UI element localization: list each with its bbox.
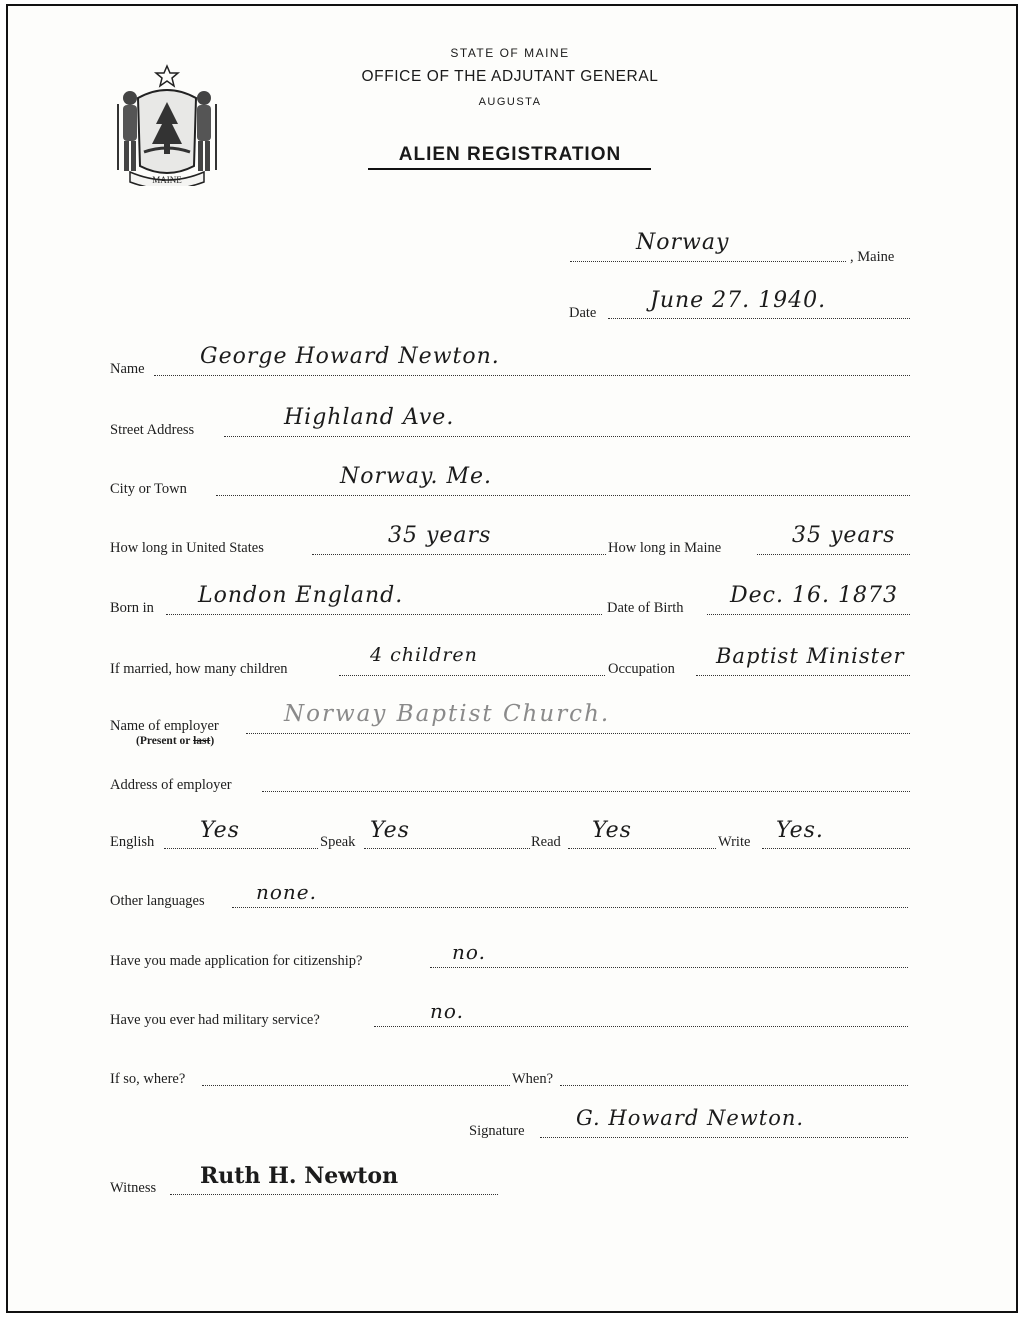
english-label: English [110, 834, 155, 850]
header-city: AUGUSTA [478, 96, 542, 108]
street-value: Highland Ave. [284, 405, 455, 430]
employer-sub-suffix: ) [210, 735, 215, 747]
employer-line [246, 733, 910, 734]
children-line [339, 675, 605, 676]
dob-line [707, 614, 910, 615]
military-label: Have you ever had military service? [110, 1012, 320, 1028]
employer-address-line [262, 791, 910, 792]
write-line [762, 848, 910, 849]
when-label: When? [512, 1071, 554, 1087]
where-label: If so, where? [110, 1071, 186, 1087]
header-office: OFFICE OF THE ADJUTANT GENERAL [361, 68, 659, 85]
maine-time-line [757, 554, 910, 555]
witness-label: Witness [110, 1180, 157, 1196]
where-line [202, 1085, 510, 1086]
signature-label: Signature [469, 1123, 525, 1139]
children-label: If married, how many children [110, 661, 288, 677]
employer-sublabel [136, 735, 214, 747]
place-value: Norway [636, 230, 730, 255]
form-title: ALIEN REGISTRATION [398, 144, 622, 165]
english-value: Yes [200, 818, 240, 843]
us-time-line [312, 554, 606, 555]
read-line [568, 848, 716, 849]
occupation-value: Baptist Minister [716, 644, 905, 668]
born-label: Born in [110, 600, 154, 616]
dob-value: Dec. 16. 1873 [730, 583, 898, 608]
us-time-value: 35 years [388, 523, 492, 548]
name-label: Name [110, 361, 145, 377]
children-value: 4 children [370, 644, 478, 666]
maine-state-seal-icon [108, 58, 226, 186]
write-value: Yes. [776, 818, 824, 843]
speak-line [364, 848, 530, 849]
place-line [570, 261, 846, 262]
other-languages-value: none. [256, 880, 317, 904]
employer-label: Name of employer [110, 718, 219, 734]
born-line [166, 614, 602, 615]
other-languages-line [232, 907, 908, 908]
read-value: Yes [592, 818, 632, 843]
when-line [560, 1085, 908, 1086]
citizenship-line [430, 967, 908, 968]
street-line [224, 436, 910, 437]
place-suffix: , Maine [850, 249, 895, 265]
born-value: London England. [198, 583, 404, 608]
svg-text:MAINE: MAINE [152, 175, 182, 185]
military-line [374, 1026, 908, 1027]
signature-line [540, 1137, 908, 1138]
military-value: no. [430, 999, 464, 1023]
witness-value: Ruth H. Newton [200, 1163, 399, 1189]
name-line [154, 375, 910, 376]
name-value: George Howard Newton. [200, 344, 500, 369]
city-value: Norway. Me. [340, 464, 492, 489]
maine-time-label: How long in Maine [608, 540, 722, 556]
us-time-label: How long in United States [110, 540, 264, 556]
signature-value: G. Howard Newton. [576, 1106, 805, 1130]
speak-value: Yes [370, 818, 410, 843]
date-value: June 27. 1940. [650, 288, 827, 313]
title-underline [368, 168, 651, 170]
occupation-label: Occupation [608, 661, 675, 677]
speak-label: Speak [320, 834, 356, 850]
other-languages-label: Other languages [110, 893, 205, 909]
header-state: STATE OF MAINE [450, 46, 570, 60]
write-label: Write [718, 834, 751, 850]
maine-time-value: 35 years [792, 523, 896, 548]
date-label: Date [569, 305, 597, 321]
city-line [216, 495, 910, 496]
english-line [164, 848, 318, 849]
employer-sub-prefix: (Present or [136, 735, 194, 747]
employer-value: Norway Baptist Church. [284, 701, 611, 727]
citizenship-label: Have you made application for citizenship? [110, 953, 363, 969]
read-label: Read [531, 834, 561, 850]
occupation-line [696, 675, 910, 676]
dob-label: Date of Birth [607, 600, 684, 616]
employer-sub-struck: last [193, 735, 211, 747]
employer-address-label: Address of employer [110, 777, 232, 793]
city-label: City or Town [110, 481, 187, 497]
witness-line [170, 1194, 498, 1195]
street-label: Street Address [110, 422, 195, 438]
citizenship-value: no. [452, 940, 486, 964]
date-line [608, 318, 910, 319]
